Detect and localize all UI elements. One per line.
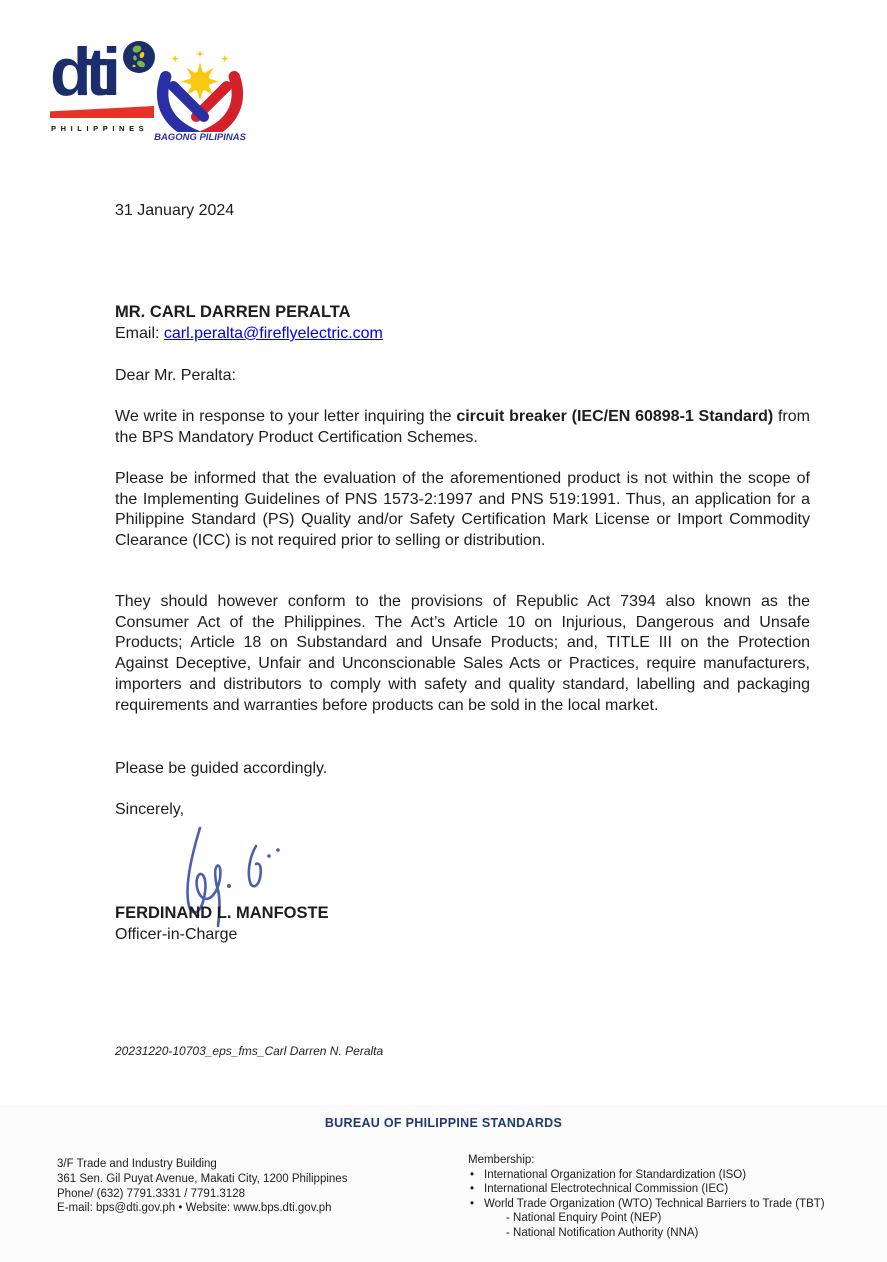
closing-line: Please be guided accordingly.	[115, 760, 328, 777]
bagong-pilipinas-caption: BAGONG PILIPINAS	[154, 132, 246, 143]
paragraph-2: Please be informed that the evaluation of the aforementioned product is not within the scope of the Implementing Guidelines of PNS 1573-2:1997 and PNS 519:1991. Thus, an application for a Philippine Standard (PS) Quality and/or Safety Certification Mark License or Import Commodity Clearance (ICC) is not required prior to selling or distribution.	[115, 470, 810, 550]
paragraph-1-text: We write in response to your letter inquiring the	[115, 408, 457, 425]
membership-item: • World Trade Organization (WTO) Technical Barriers to Trade (TBT)	[470, 1197, 825, 1210]
footer-address-block	[57, 1157, 347, 1216]
salutation: Dear Mr. Peralta:	[115, 367, 236, 384]
recipient-email-link[interactable]: carl.peralta@fireflyelectric.com	[163, 325, 383, 342]
paragraph-3: They should however conform to the provisions of Republic Act 7394 also known as the Consumer Act of the Philippines. The Act’s Article 10 on Injurious, Dangerous and Unsafe Products; Article 18 on Substandard and Unsafe Products; and, TITLE III on the Protection Against Deceptive, Unfair and Unconscionable Sales Acts or Practices, require manufacturers, importers and distributors to comply with safety and quality standard, labelling and packaging requirements and warranties before products can be sold in the local market.	[115, 593, 810, 714]
reference-line: 20231220-10703_eps_fms_Carl Darren N. Peralta	[115, 1044, 384, 1058]
bureau-title: BUREAU OF PHILIPPINE STANDARDS	[324, 1116, 563, 1130]
signatory-title: Officer-in-Charge	[115, 926, 238, 943]
membership-subitem: - National Enquiry Point (NEP)	[506, 1212, 662, 1225]
dti-logo-caption: PHILIPPINES	[51, 124, 149, 133]
paragraph-1-bold-product: circuit breaker (IEC/EN 60898-1 Standard)	[456, 408, 774, 425]
email-label: Email:	[115, 325, 164, 342]
philippines-map-icon	[122, 40, 156, 74]
bullet-icon: •	[470, 1183, 475, 1196]
bullet-icon: •	[470, 1168, 475, 1181]
membership-subitem: - National Notification Authority (NNA)	[506, 1226, 699, 1239]
footer-membership-block	[468, 1153, 825, 1241]
recipient-email-line	[115, 324, 810, 345]
paragraph-1-text-after: from the BPS Mandatory Product Certification Schemes.	[115, 408, 810, 446]
address-line: Phone/ (632) 7791.3331 / 7791.3128	[57, 1187, 245, 1200]
sign-off: Sincerely,	[115, 801, 185, 818]
address-line: E-mail: bps@dti.gov.ph • Website: www.bps.dti.gov.ph	[57, 1202, 332, 1215]
dti-logo	[50, 34, 158, 146]
recipient-name: MR. CARL DARREN PERALTA	[115, 303, 351, 321]
membership-label: Membership:	[468, 1154, 535, 1166]
letter-date: 31 January 2024	[115, 202, 235, 219]
paragraph-1	[115, 407, 810, 448]
membership-item: • International Electrotechnical Commission (IEC)	[470, 1183, 729, 1196]
signatory-name: FERDINAND L. MANFOSTE	[115, 904, 329, 922]
bagong-pilipinas-emblem-icon	[152, 50, 248, 132]
address-line: 3/F Trade and Industry Building	[57, 1158, 217, 1170]
dti-logo-wordmark: dti	[50, 34, 116, 110]
membership-item: • International Organization for Standardization (ISO)	[470, 1168, 747, 1181]
bullet-icon: •	[470, 1197, 475, 1210]
address-line: 361 Sen. Gil Puyat Avenue, Makati City, 1200 Philippines	[57, 1172, 348, 1185]
bagong-pilipinas-logo	[152, 50, 248, 146]
